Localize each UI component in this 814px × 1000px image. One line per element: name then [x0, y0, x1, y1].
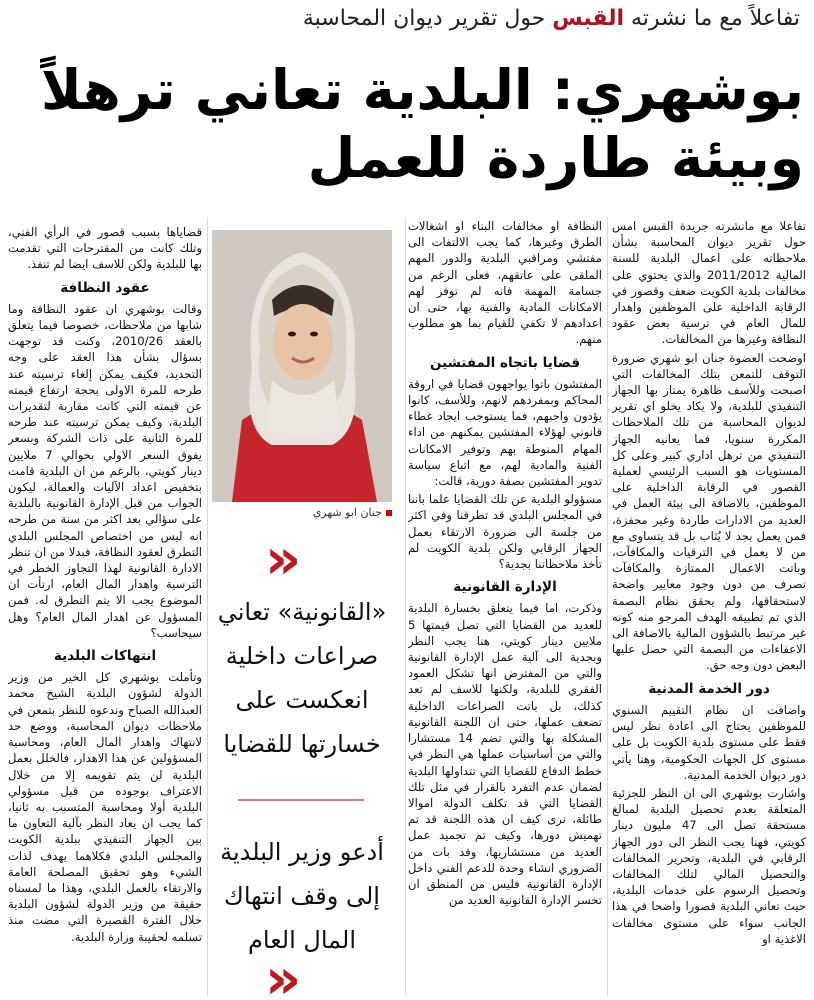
paragraph: اوضحت العضوة جنان ابو شهري ضرورة التوقف للتمعن بتلك المخالفات التي اصبحت وللأسف ظاهرة يمتاز بها الجهاز التنفيذي للبلدية، ولا يكاد يخلو اي تقرير لديوان المحاسبة من تلك الملاحظات المكررة سنويا، فما يعانيه الجهاز التنفيذي من ترهل اداري كبير وعلى كل المستويات هو السبب الرئيسي لعملية القصور في الرقابة الداخلية على الموظفين، بالاضافة الى بيئة العمل في العديد من الادارات طاردة وغير محفزة، فمن يعمل بجد لا يُثاب بل قد يتساوى مع من لا يعمل في الترقيات والمكافآت، وباتت الاعمال الممتازة والمكافآت تصرف من دون وجود معايير واضحة لاستحقاقها، ولم يحقق نظام البصمة الذي تم تطبيقه الهدف المرجو منه كونه غير مرتبط بالشؤون المالية بالاضافة الى الاعفاءات من البصمة التي حصل عليها البعض دون وجه حق. [612, 350, 806, 673]
article-column-1 [612, 218, 806, 998]
photo-caption-text: جنان ابو شهري [312, 506, 382, 519]
subheading: الإدارة القانونية [453, 579, 557, 596]
portrait-photo [212, 230, 392, 502]
column-divider [607, 218, 608, 996]
pull-quote-2: أدعو وزير البلدية إلى وقف انتهاك المال العام [220, 838, 384, 954]
paragraph: وتأملت بوشهري كل الخير من وزير الدولة لشؤون البلدية الشيخ محمد العبدالله الصباح وندعوه للنظر بتمعن في ملاحظات ديوان المحاسبة، ووضع حد لانتهاك واهدار المال العام، ومحاسبة المسؤولين عن هذا الاهدار، فالخلل بعمل البلدية لن يتم تقويمه إلا من خلال الاعتراف بوجوده من قبل مسؤولي البلدية أولا ومحاسبة المتسبب به ثانيا، كما يجب ان يعاد النظر بآلية التعاون ما بين الجهاز التنفيذي ببلدية الكويت والمجلس البلدي فكلاهما يهدف لذات الشيء وهو تحقيق المصلحة العامة والارتقاء بالعمل البلدي، وهذا ما لمسناه حقيقة من وزير الدولة لشؤون البلدية خلال الفترة القصيرة التي مضت منذ تسلمه لحقيبة وزارة البلدية. [8, 670, 202, 944]
subheading: دور الخدمة المدنية [648, 680, 770, 697]
article-column-3 [8, 224, 202, 998]
paragraph: واضافت ان نظام التقييم السنوي للموظفين يحتاج الى اعادة نظر ليس فقط على مستوى بلدية الكويت بل على مستوى كل الجهات الحكومية، وهنا يأتي دور ديوان الخدمة المدنية. [612, 702, 806, 782]
paragraph: المفتشون باتوا يواجهون قضايا في اروقة المحاكم وبمفردهم لانهم، وللأسف، كانوا يؤدون واجبهم، فما يستوجب ايجاد غطاء قانوني لهؤلاء المفتشين يمكنهم من اداء المهام المنوطة بهم وتوفير الامكانات الفنية والمادية لهم، مع اتباع سياسة تدوير المفتشين بصفة دورية، قالت: [408, 376, 602, 489]
paragraph: وذكرت، اما فيما يتعلق بخسارة البلدية للعديد من القضايا التي تصل قيمتها 5 ملايين دينار كويتي، هنا يجب النظر وبجدية الى آلية عمل الإدارة القانونية والتي من المفترض انها تشكل العمود الفقري للبلدية، ولكنها للاسف لم تعد كذلك، بل باتت الصراعات الداخلية تضعف عملها، حتى ان اللجنة القانونية المشكلة بها والتي تضم 14 مستشارا والتي من أساسيات عملها هي النظر في خطط الدفاع للقضايا التي تتداولها البلدية لضمان عدم التفرد بالقرار في مثل تلك القضايا التي قد تكلف الدولة اموالا طائلة، نرى كيف ان هذه اللجنة قد تم تهميش دورها، وكيف تم تجميد عمل العديد من مستشاريها، وقد بات من الضروري انشاء وحدة للدعم الفني داخل الإدارة القانونية فليس من المنطق ان تخسر الإدارة القانونية العديد من [408, 601, 602, 908]
headline [10, 56, 804, 192]
paragraph: وقالت بوشهري ان عقود النظافة وما شابها من ملاحظات، خصوصا فيما يتعلق بالعقد 2010/26، وكنت قد توجهت بسؤال بشأن هذا العقد على وجه التحديد، فكيف يمكن إلغاء ترسيته عند طرحه للمرة الاولى بحجة ارتفاع قيمته عن قيمته التي كانت مقاربة لتقديرات البلدية، وكيف يمكن ترسيته عند طرحه للمرة الثانية على ذات الشركة وبسعر يفوق السعر الاولي بحوالي 7 ملايين دينار كويتي، بالرغم من ان البلدية قامت بتخفيض اعداد الآليات والعمالة، ليكون الجواب من قبل الإدارة القانونية بالبلدية على سؤالي بعد اكثر من سنة من طرحه انه ليس من اختصاص المجلس البلدي التطرق لعقود النظافة، فبدلا من ان تنظر الادارة القانونية لهذا التجاوز الخطر في الترسية واهدار المال العام، ارتأت ان الموضوع يجب الا يتم التطرق له. فمن المسؤول عن اهدار المال العام؟ وهل سيحاسب؟ [8, 301, 202, 640]
paragraph: واشارت بوشهري الى ان النظر للجزئية المتعلقة بعدم تحصيل البلدية لمبالغ مستحقة تصل الى 47 مليون دينار كويتي، فهنا يجب النظر الى دور الجهاز الرقابي في البلدية، وتحرير المخالفات والتحصيل المالي لتلك المخالفات وتحصيل الرسوم على خدمات البلدية، حيث تعاني البلدية قصورا واضحا في هذا الجانب سواء على مستوى مخالفات الاغذية او [612, 785, 806, 946]
column-divider [405, 218, 406, 996]
subheading: عقود النظافة [60, 279, 150, 296]
pull-quote-1: «القانونية» تعاني صراعات داخلية انعكست على خسارتها للقضايا [217, 598, 387, 758]
caption-square-icon [386, 510, 392, 516]
subheading: قضايا باتجاه المفتشين [429, 354, 581, 371]
brand-logo-text: القبس [552, 6, 625, 31]
pull-quote-separator [238, 799, 364, 801]
paragraph: النظافة او مخالفات البناء او اشغالات الطرق وغيرها، كما يجب الالتفات الى مفتشي ومراقبي البلدية والدور المهم الملقى على عاتقهم، فعلى الرغم من جسامة المهمة فانه لم توفر لهم الامكانات المادية والفنية بها، حتى ان اعدادهم لا تكفي للقيام بما هو مطلوب منهم. [408, 219, 602, 347]
headline-line-2: وبيئة طاردة للعمل [307, 126, 804, 190]
paragraph: مسؤولو البلدية عن تلك القضايا علما باننا في المجلس البلدي قد تطرقنا وفي اكثر من جلسة الى ضرورة الارتقاء بعمل الجهاز الرقابي ولكن بلدية الكويت لم تأخذ ملاحظاتنا بجدية؟ [408, 492, 602, 572]
kicker-line [14, 6, 800, 31]
portrait-illustration [212, 230, 392, 502]
kicker-pre: تفاعلاً مع ما نشرته [631, 6, 800, 31]
paragraph: تفاعلا مع مانشرته جريدة القبس امس حول تقرير ديوان المحاسبة بشأن ملاحظاته على اعمال البلدية للسنة المالية 2011/2012 والذي يحتوي على مخالفات بلدية الكويت ضعف وقصور في الرقابة الداخلية على الموظفين واهدار للمال العام في ترسية بعض عقود النظافة وغيرها من المخالفات. [612, 219, 806, 347]
article-column-2 [408, 218, 602, 998]
kicker-post: حول تقرير ديوان المحاسبة [302, 6, 546, 31]
headline-line-1: بوشهري: البلدية تعاني ترهلاً [40, 58, 804, 122]
quote-mark-icon: » [265, 947, 302, 1000]
column-divider [207, 218, 208, 996]
photo-caption [212, 506, 392, 519]
paragraph: قضاياها بسبب قصور في الرأي الفني، وتلك كانت من المقترحات التي تقدمت بها للبلدية ولكن للاسف ايضا لم تنفذ. [8, 225, 202, 272]
subheading: انتهاكات البلدية [53, 648, 157, 665]
quote-mark-icon: » [265, 527, 302, 592]
